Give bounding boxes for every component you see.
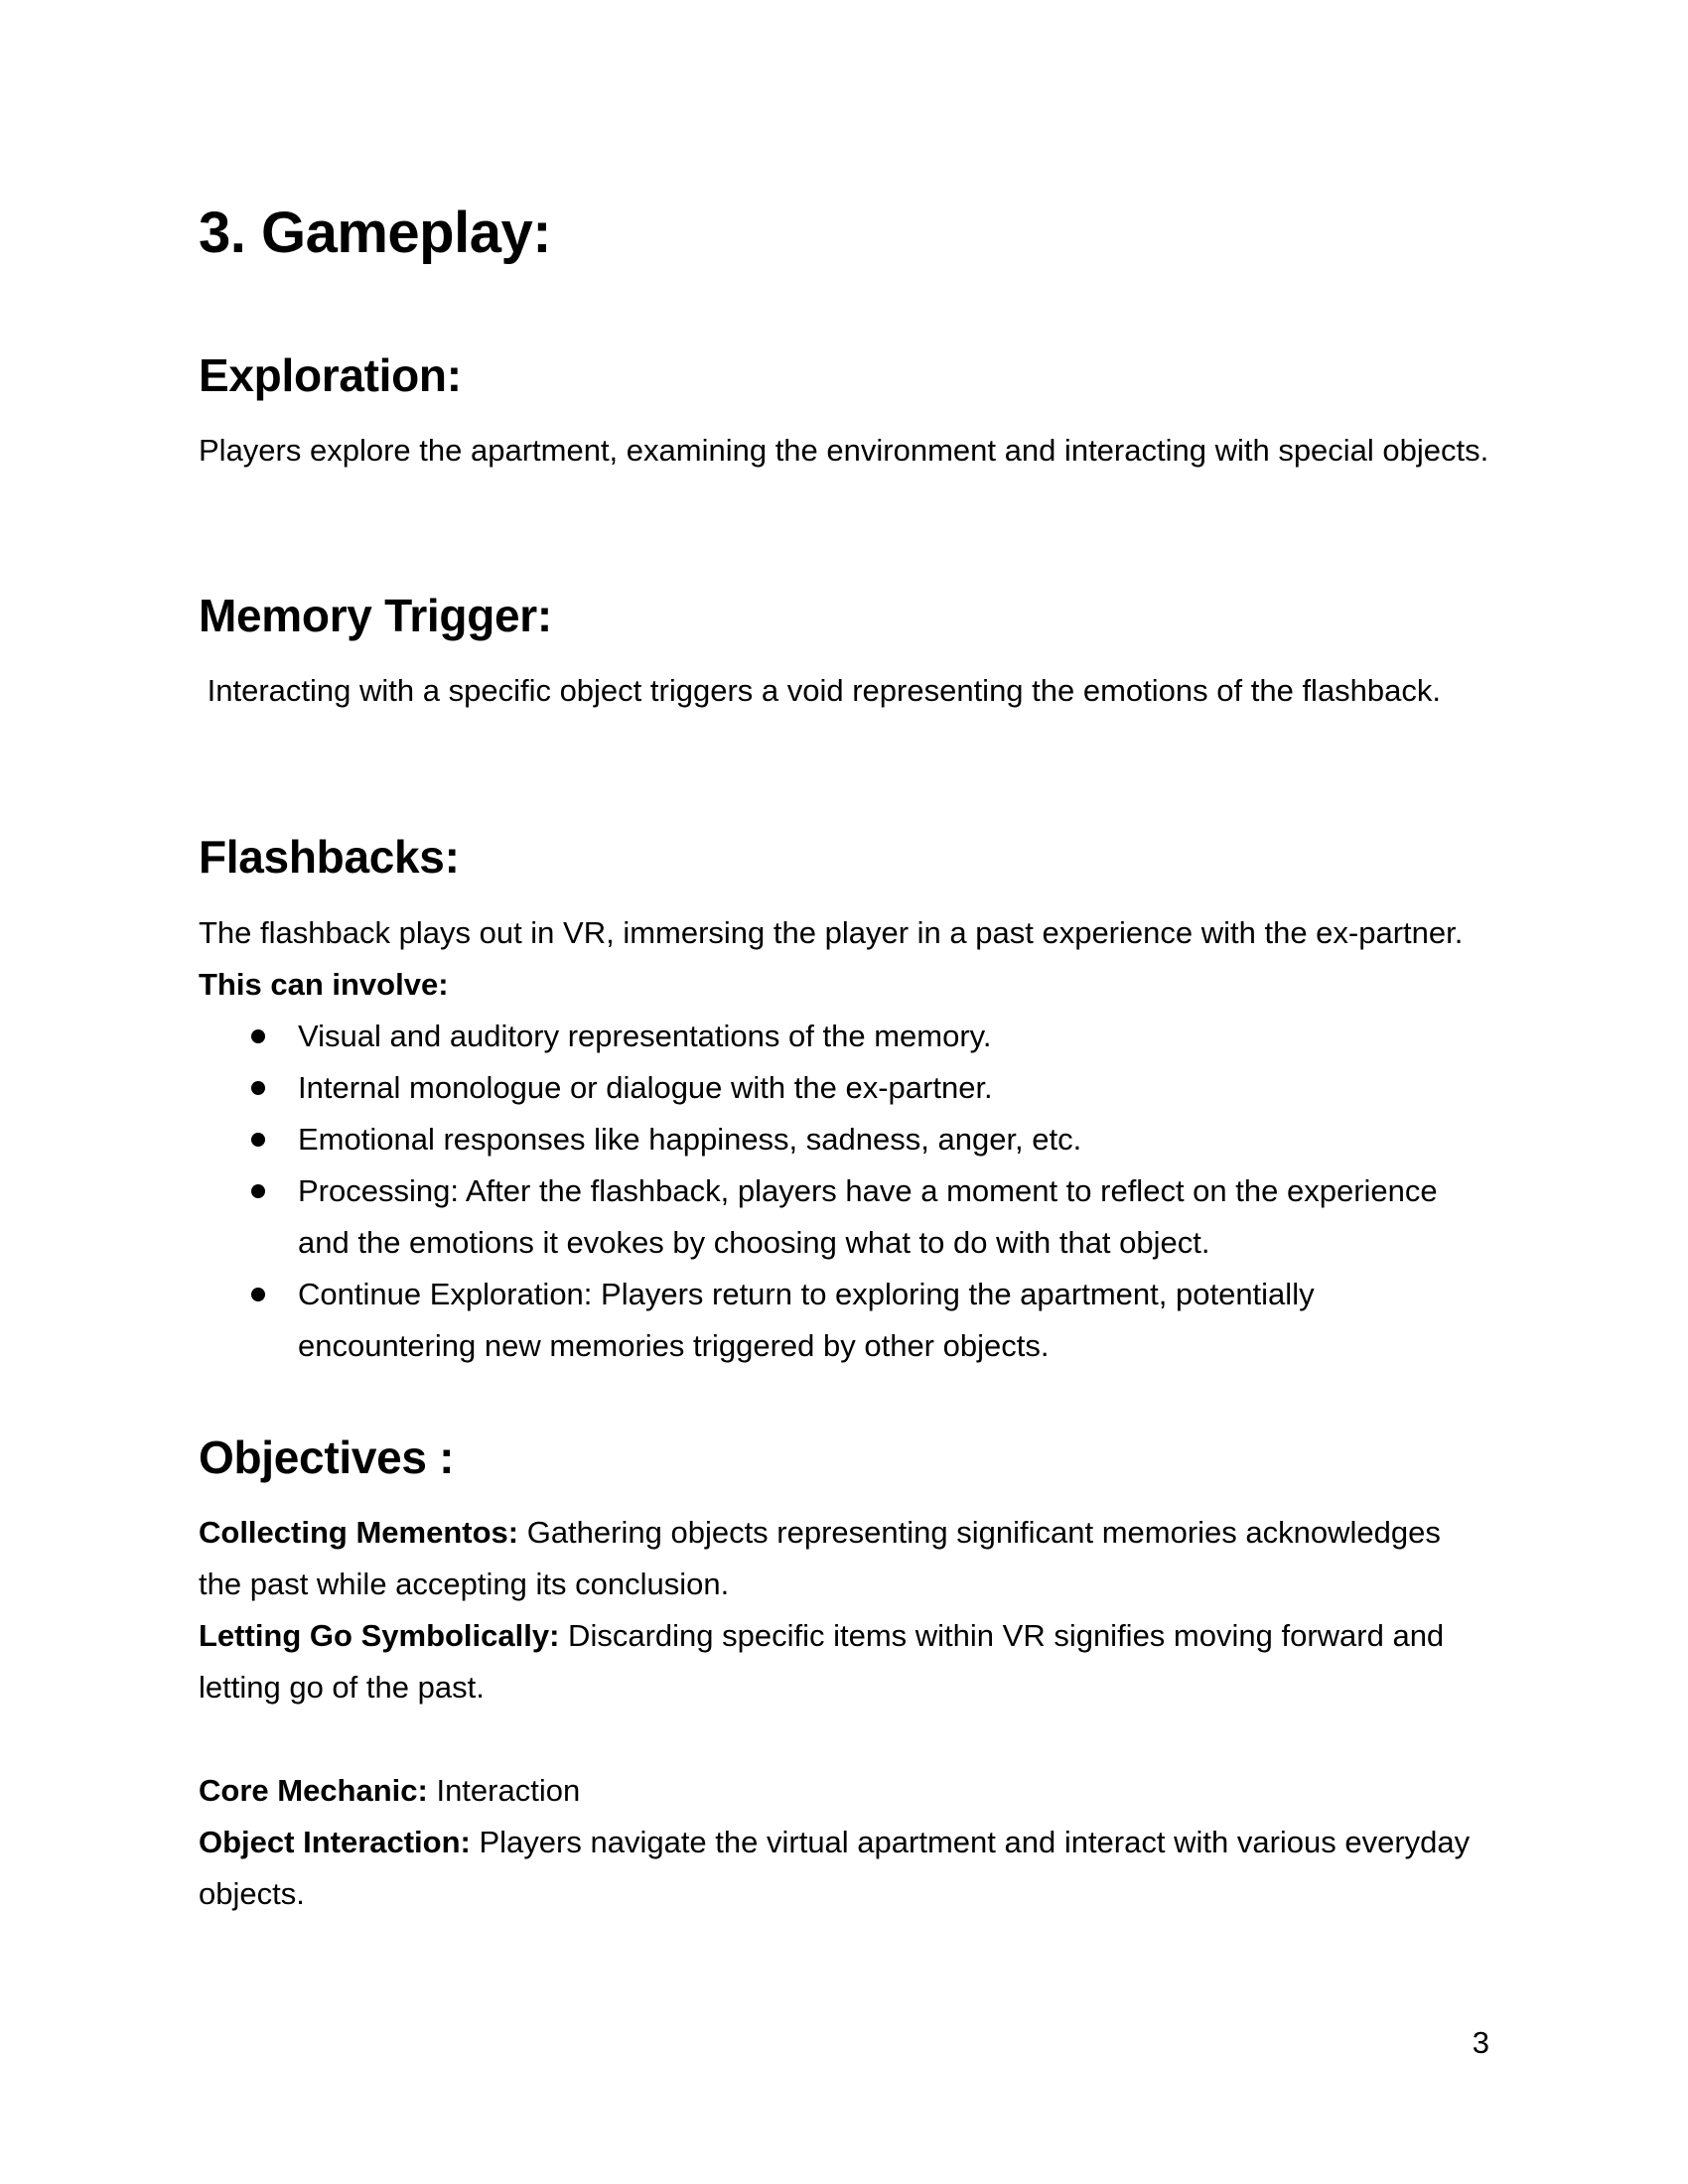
memory-trigger-heading: Memory Trigger: — [199, 590, 552, 641]
memory-trigger-text: Interacting with a specific object triggers a void representing the emotions of the flashback. — [199, 673, 1442, 708]
bullet-item — [199, 1165, 1489, 1269]
object-interaction-text — [199, 1817, 1489, 1920]
exploration-text: Players explore the apartment, examining the environment and interacting with special objects. — [199, 433, 1489, 468]
page-number: 3 — [1472, 2025, 1489, 2060]
document-page — [199, 0, 1489, 2184]
bullet-icon — [251, 1184, 265, 1198]
objectives-heading: Objectives : — [199, 1432, 455, 1483]
bullet-text: Continue Exploration: Players return to exploring the apartment, potentially encountering new memories triggered by other objects. — [298, 1277, 1315, 1363]
bullet-text: Internal monologue or dialogue with the ex-partner. — [298, 1070, 993, 1105]
bullet-item — [199, 1114, 1489, 1165]
bullet-text: Processing: After the flashback, players have a moment to reflect on the experience and the emotions it evokes by choosing what to do with that object. — [298, 1173, 1438, 1260]
bullet-item — [199, 1062, 1489, 1114]
object-interaction-body: Players navigate the virtual apartment and interact with various everyday objects. — [199, 1825, 1471, 1911]
bullet-icon — [251, 1029, 265, 1043]
flashbacks-intro: The flashback plays out in VR, immersing the player in a past experience with the ex-partner. — [199, 915, 1464, 950]
core-mechanic-text — [199, 1765, 1489, 1817]
page-title: 3. Gameplay: — [199, 201, 552, 265]
collecting-mementos-body: Gathering objects representing significant memories acknowledges the past while accepting its conclusion. — [199, 1515, 1441, 1601]
collecting-mementos-label: Collecting Mementos: — [199, 1515, 519, 1550]
bullet-item — [199, 1269, 1489, 1372]
object-interaction-label: Object Interaction: — [199, 1825, 471, 1859]
flashbacks-text — [199, 907, 1489, 1011]
letting-go-body: Discarding specific items within VR signifies moving forward and letting go of the past. — [199, 1618, 1445, 1705]
core-mechanic-body: Interaction — [427, 1773, 581, 1808]
bullet-text: Visual and auditory representations of the memory. — [298, 1019, 992, 1053]
flashbacks-heading: Flashbacks: — [199, 831, 460, 883]
core-mechanic-label: Core Mechanic: — [199, 1773, 428, 1808]
bullet-item — [199, 1011, 1489, 1062]
collecting-mementos-text — [199, 1507, 1489, 1610]
letting-go-text — [199, 1610, 1489, 1713]
bullet-icon — [251, 1288, 265, 1301]
flashbacks-emphasis: This can involve: — [199, 967, 449, 1002]
bullet-icon — [251, 1081, 265, 1095]
bullet-text: Emotional responses like happiness, sadness, anger, etc. — [298, 1122, 1082, 1157]
letting-go-label: Letting Go Symbolically: — [199, 1618, 560, 1653]
exploration-heading: Exploration: — [199, 349, 462, 401]
bullet-icon — [251, 1133, 265, 1147]
flashbacks-bullet-list — [199, 1011, 1489, 1372]
